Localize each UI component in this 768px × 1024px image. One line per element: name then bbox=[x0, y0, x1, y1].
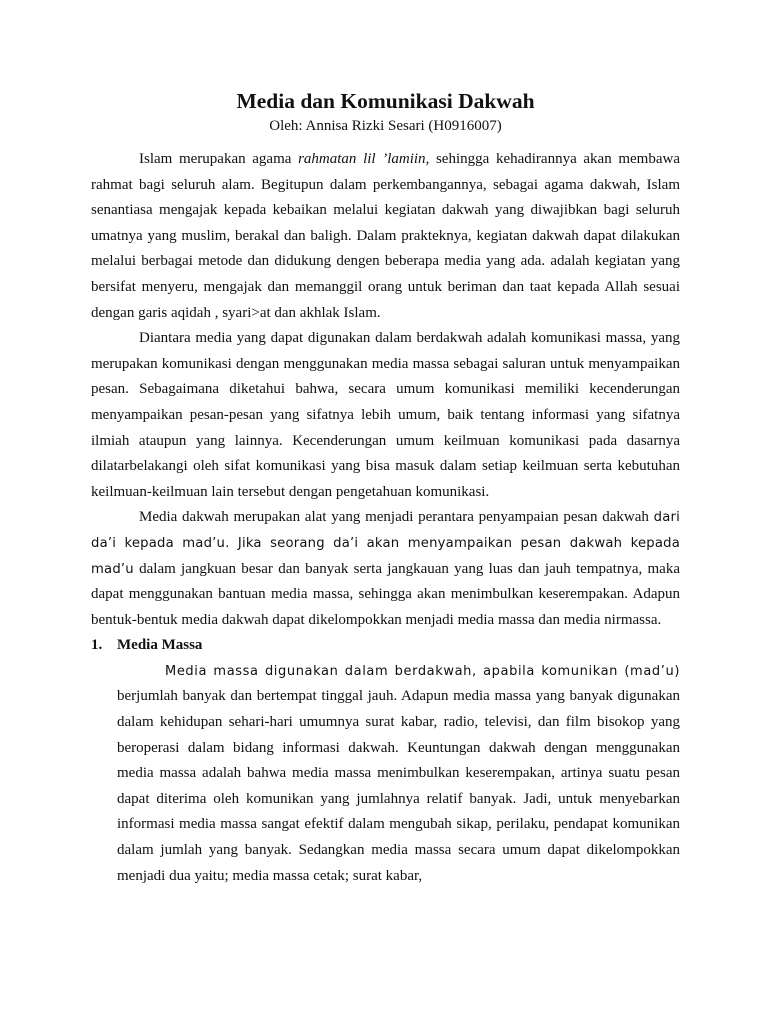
paragraph-intro-before: Islam merupakan agama bbox=[139, 151, 299, 167]
author-byline: Oleh: Annisa Rizki Sesari (H0916007) bbox=[269, 118, 502, 134]
section-title: Media Massa bbox=[117, 637, 203, 654]
italic-term: rahmatan lil ’lamiin bbox=[298, 151, 426, 167]
paragraph-mass-communication: Diantara media yang dapat digunakan dalam berdakwah adalah komunikasi massa, yang merupakan komunikasi dengan menggunakan media massa sebagai saluran untuk menyampaikan pesan. Sebagaimana diketahui bahwa, secara umum komunikasi memiliki kecenderungan menyampaikan pesan-pesan yang sifatnya lebih umum, baik tentang informasi yang sifatnya ilmiah ataupun yang lainnya. Kecenderungan umum keilmuan komunikasi pada dasarnya dilatarbelakangi oleh sifat komunikasi yang bisa masuk dalam setiap keilmuan serta kebutuhan keilmuan-keilmuan lain tersebut dengan pengetahuan komunikasi. bbox=[91, 330, 680, 500]
paragraph-media-dakwah-after: dalam jangkuan besar dan banyak serta jangkauan yang luas dan jauh tempatnya, maka dapat menggunakan bantuan media massa, sehingga akan menimbulkan keserempakan. Adapun bentuk-bentuk media dakwah dapat dikelompokkan menjadi media massa dan media nirmassa. bbox=[91, 560, 680, 628]
paragraph-media-dakwah bbox=[91, 505, 680, 633]
section-body-first-line: Media massa digunakan dalam berdakwah, apabila komunikan (mad’u) bbox=[165, 663, 680, 679]
paragraph-intro bbox=[91, 147, 680, 326]
paragraph-media-dakwah-before: Media dakwah merupakan alat yang menjadi perantara penyampaian pesan dakwah bbox=[139, 509, 654, 526]
paragraph-media-dakwah-alt: dari da’i kepada mad’u. Jika seorang da’i akan menyampaikan pesan dakwah kepada mad’u bbox=[91, 510, 680, 577]
section-body-rest: berjumlah banyak dan bertempat tinggal jauh. Adapun media massa yang banyak digunakan dalam kehidupan sehari-hari umumnya surat kabar, radio, televisi, dan film bisokop yang beroperasi dalam bidang informasi dakwah. Keuntungan dakwah dengan menggunakan media massa adalah bahwa media massa menimbulkan keserempakan, artinya suatu pesan dapat diterima oleh komunikan yang jumlahnya relatif banyak. Jadi, untuk menyebarkan informasi media massa sangat efektif dalam mengubah sikap, perilaku, pendapat komunikan dalam jumlah yang banyak. Sedangkan media massa secara umum dapat dikelompokkan menjadi dua yaitu; media massa cetak; surat kabar, bbox=[117, 688, 680, 884]
section-number: 1. bbox=[91, 637, 103, 654]
section-body-media-massa bbox=[91, 659, 680, 889]
section-heading-media-massa bbox=[91, 633, 680, 659]
paragraph-intro-after: , sehingga kehadirannya akan membawa rahmat bagi seluruh alam. Begitupun dalam perkembangannya, sebagai agama dakwah, Islam senantiasa mengajak kepada kebaikan melalui kegiatan dakwah yang diwajibkan bagi seluruh umatnya yang muslim, berakal dan baligh. Dalam prakteknya, kegiatan dakwah dapat dilakukan melalui berbagai metode dan didukung dengen beberapa media yang ada. adalah kegiatan yang bersifat menyeru, mengajak dan memanggil orang untuk beriman dan taat kepada Allah sesuai dengan garis aqidah , syari>at dan akhlak Islam. bbox=[91, 151, 681, 321]
document-title: Media dan Komunikasi Dakwah bbox=[236, 89, 535, 113]
